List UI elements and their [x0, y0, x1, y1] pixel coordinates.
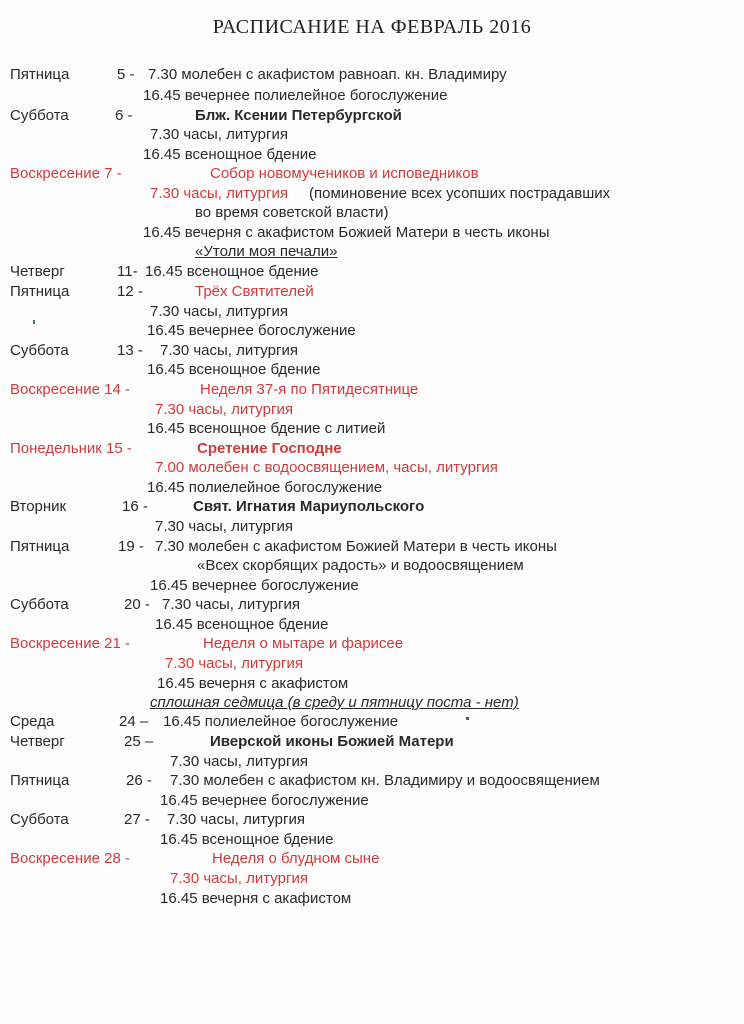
date-label: 6 - [115, 107, 133, 124]
service-text: 7.30 часы, литургия [170, 870, 308, 887]
service-text: 16.45 всенощное бдение [145, 263, 319, 280]
schedule-row [0, 478, 744, 498]
schedule-row [0, 321, 744, 341]
service-text: 16.45 вечернее полиелейное богослужение [143, 87, 448, 104]
schedule-row [0, 380, 744, 400]
schedule-row [0, 712, 744, 732]
feast-title: Иверской иконы Божией Матери [210, 733, 454, 750]
scan-speck [33, 320, 35, 324]
service-text: 16.45 вечерня с акафистом [157, 675, 349, 692]
service-text: 16.45 вечернее богослужение [160, 792, 369, 809]
feast-title: Свят. Игнатия Мариупольского [193, 498, 425, 515]
service-text: 16.45 вечернее богослужение [147, 322, 356, 339]
date-label: 11- [117, 263, 138, 280]
day-label: Суббота [10, 811, 69, 828]
page-title: РАСПИСАНИЕ НА ФЕВРАЛЬ 2016 [212, 16, 532, 38]
day-label: Пятница [10, 283, 70, 300]
schedule-row [0, 615, 744, 635]
service-text: 16.45 всенощное бдение [143, 146, 317, 163]
schedule-row [0, 576, 744, 596]
service-text: 7.00 молебен с водоосвящением, часы, литургия [155, 459, 498, 476]
feast-title: Неделя о мытаре и фарисее [203, 635, 404, 652]
service-text: 7.30 часы, литургия [150, 126, 288, 143]
schedule-row [0, 419, 744, 439]
schedule-row [0, 262, 744, 282]
schedule-row [0, 203, 744, 223]
date-label: 19 - [118, 538, 144, 555]
day-label: Воскресение 14 - [10, 381, 130, 398]
schedule-row [0, 556, 744, 576]
day-label: Четверг [10, 263, 65, 280]
service-text: 7.30 часы, литургия [162, 596, 300, 613]
week-note: сплошная седмица (в среду и пятницу поста - нет) [150, 694, 519, 711]
schedule-row [0, 752, 744, 772]
schedule-row [0, 184, 744, 204]
schedule-row [0, 497, 744, 517]
service-text: 16.45 полиелейное богослужение [147, 479, 383, 496]
service-text: 16.45 вечерня с акафистом Божией Матери в честь иконы [143, 224, 550, 241]
service-text: 7.30 молебен с акафистом равноап. кн. Владимиру [148, 66, 507, 83]
schedule-row [0, 674, 744, 694]
schedule-row [0, 125, 744, 145]
service-note: (поминовение всех усопших пострадавших [309, 185, 611, 202]
schedule-row [0, 106, 744, 126]
schedule-row [0, 654, 744, 674]
feast-title: Неделя 37-я по Пятидесятнице [200, 381, 419, 398]
day-label: Пятница [10, 772, 70, 789]
schedule-row [0, 341, 744, 361]
schedule-row [0, 830, 744, 850]
date-label: 5 - [117, 66, 135, 83]
date-label: 16 - [122, 498, 148, 515]
date-label: 25 – [124, 733, 154, 750]
service-text: 7.30 часы, литургия [160, 342, 298, 359]
date-label: 13 - [117, 342, 143, 359]
schedule-row [0, 693, 744, 713]
schedule-row [0, 86, 744, 106]
schedule-row [0, 517, 744, 537]
schedule-row [0, 145, 744, 165]
service-text: 7.30 молебен с акафистом Божией Матери в честь иконы [155, 538, 557, 555]
service-note: во время советской власти) [195, 204, 389, 221]
schedule-row [0, 164, 744, 184]
schedule-row [0, 65, 744, 85]
schedule-row [0, 634, 744, 654]
schedule-row [0, 223, 744, 243]
day-label: Пятница [10, 66, 70, 83]
day-label: Суббота [10, 342, 69, 359]
day-label: Понедельник 15 - [10, 440, 132, 457]
schedule-row [0, 439, 744, 459]
service-text: 7.30 часы, литургия [150, 303, 288, 320]
feast-title: Сретение Господне [197, 440, 342, 457]
day-label: Суббота [10, 107, 69, 124]
feast-title: Трёх Святителей [195, 283, 314, 300]
service-text: 16.45 полиелейное богослужение [163, 713, 399, 730]
schedule-row [0, 282, 744, 302]
scan-speck [466, 717, 469, 720]
schedule-row [0, 400, 744, 420]
schedule-row [0, 771, 744, 791]
date-label: 24 – [119, 713, 149, 730]
service-text: 16.45 всенощное бдение [147, 361, 321, 378]
schedule-row [0, 869, 744, 889]
schedule-row [0, 302, 744, 322]
schedule-row [0, 242, 744, 262]
day-label: Четверг [10, 733, 65, 750]
service-text: 7.30 часы, литургия [170, 753, 308, 770]
feast-title: Неделя о блудном сыне [212, 850, 380, 867]
schedule-row [0, 732, 744, 752]
schedule-row [0, 360, 744, 380]
service-text: 7.30 часы, литургия [167, 811, 305, 828]
service-text: 7.30 часы, литургия [165, 655, 303, 672]
service-text: 7.30 молебен с акафистом кн. Владимиру и водоосвящением [170, 772, 600, 789]
day-label: Воскресение 28 - [10, 850, 130, 867]
schedule-row [0, 791, 744, 811]
service-note: «Всех скорбящих радость» и водоосвящением [197, 557, 524, 574]
service-text: 16.45 всенощное бдение с литией [147, 420, 386, 437]
service-text: 7.30 часы, литургия [150, 185, 288, 202]
date-label: 20 - [124, 596, 150, 613]
schedule-row [0, 810, 744, 830]
service-text: 16.45 всенощное бдение [155, 616, 329, 633]
day-label: Воскресение 21 - [10, 635, 130, 652]
feast-title: Блж. Ксении Петербургской [195, 107, 402, 124]
date-label: 12 - [117, 283, 143, 300]
service-text: 7.30 часы, литургия [155, 518, 293, 535]
schedule-row [0, 849, 744, 869]
day-label: Воскресение 7 - [10, 165, 122, 182]
day-label: Вторник [10, 498, 67, 515]
service-text: 16.45 вечерня с акафистом [160, 890, 352, 907]
day-label: Пятница [10, 538, 70, 555]
schedule-row [0, 458, 744, 478]
service-note: «Утоли моя печали» [195, 243, 338, 260]
service-text: 7.30 часы, литургия [155, 401, 293, 418]
service-text: 16.45 всенощное бдение [160, 831, 334, 848]
date-label: 26 - [126, 772, 152, 789]
schedule-row [0, 537, 744, 557]
feast-title: Собор новомучеников и исповедников [210, 165, 479, 182]
service-text: 16.45 вечернее богослужение [150, 577, 359, 594]
schedule-row [0, 889, 744, 909]
schedule-row [0, 595, 744, 615]
day-label: Суббота [10, 596, 69, 613]
date-label: 27 - [124, 811, 150, 828]
day-label: Среда [10, 713, 55, 730]
